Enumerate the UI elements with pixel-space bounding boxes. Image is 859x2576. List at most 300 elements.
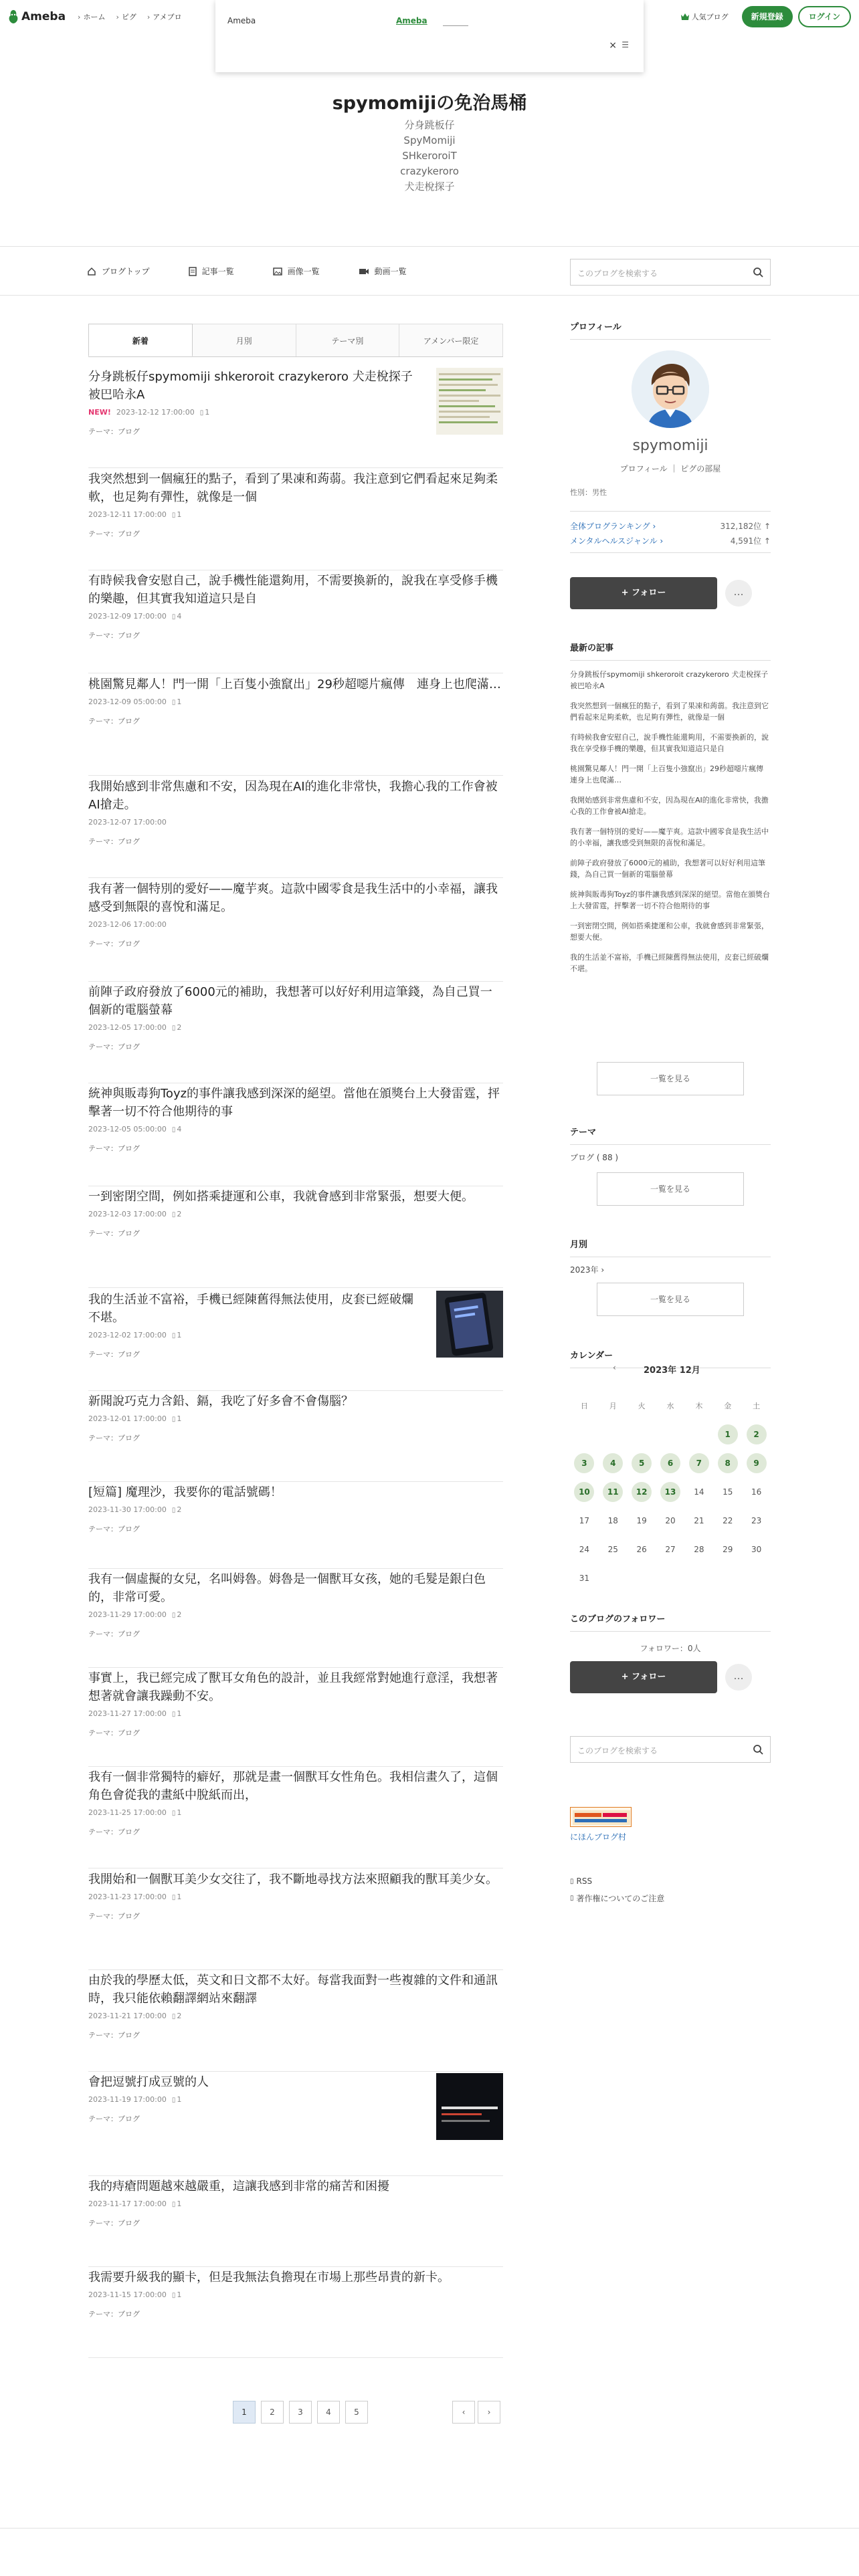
article-item — [88, 470, 503, 570]
calendar-day-posted: 2 — [747, 1424, 767, 1444]
article-meta — [88, 1023, 503, 1032]
article-title[interactable]: 事實上，我已經完成了獸耳女角色的設計，並且我經常對她進行意淫，我想著想著就會讓我躁動不安。 — [88, 1671, 498, 1703]
ameba-logo[interactable] — [8, 9, 66, 24]
article-theme[interactable]: テーマ：ブログ — [88, 2031, 140, 2040]
article-theme[interactable]: テーマ：ブログ — [88, 717, 140, 726]
blog-description — [0, 118, 859, 195]
pagination — [233, 2401, 368, 2424]
comment-count[interactable] — [172, 510, 182, 519]
rss-label: RSS — [576, 1876, 593, 1886]
page-4[interactable]: 4 — [317, 2401, 340, 2424]
article-title[interactable]: 我有一個虛擬的女兒，名叫姆魯。姆魯是一個獸耳女孩，她的毛髮是銀白色的，非常可愛。 — [88, 1572, 486, 1604]
article-meta — [88, 1610, 503, 1619]
calendar-week-row — [570, 1420, 771, 1448]
article-item — [88, 1188, 503, 1288]
rank-row-genre — [570, 535, 771, 546]
calendar-day-posted: 7 — [689, 1453, 709, 1473]
rank-genre-value: 4,591位 ↑ — [730, 536, 771, 546]
article-theme[interactable]: テーマ：ブログ — [88, 530, 140, 538]
comment-icon: ▯ — [171, 1025, 176, 1032]
article-title[interactable]: [短篇] 魔理沙，我要你的電話號碼！ — [88, 1485, 282, 1499]
calendar-weekday-row — [570, 1391, 771, 1420]
comment-icon: ▯ — [171, 2201, 176, 2208]
article-meta — [88, 2290, 503, 2299]
article-title[interactable]: 我有一個非常獨特的癖好，那就是畫一個獸耳女性角色。我相信畫久了，這個角色會從我的畫紙中脫紙而出， — [88, 1770, 498, 1802]
comment-count[interactable] — [172, 1125, 182, 1134]
article-date: 2023-12-06 17:00:00 — [88, 920, 167, 929]
calendar-day: 28 — [694, 1544, 704, 1554]
article-meta — [88, 920, 503, 929]
article-meta — [88, 1505, 503, 1514]
blog-nav — [0, 246, 859, 296]
top-nav-home[interactable]: › ホーム — [78, 11, 105, 22]
comment-count[interactable] — [172, 612, 182, 621]
overlay-divider — [443, 25, 468, 26]
article-theme[interactable]: テーマ：ブログ — [88, 1912, 140, 1921]
follow-button[interactable]: + フォロー — [570, 577, 717, 609]
overlay-link[interactable]: Ameba — [396, 16, 427, 25]
theme-item[interactable]: ブログ ( 88 ) — [570, 1153, 619, 1162]
prev-page-button[interactable]: ‹ — [452, 2401, 475, 2424]
calendar-day: 20 — [665, 1515, 676, 1525]
article-meta — [88, 612, 503, 621]
see-all-theme-button[interactable]: 一覧を見る — [597, 1172, 744, 1206]
top-nav-pigg[interactable]: › ピグ — [116, 11, 136, 22]
nav-blog-top-label: ブログトップ — [102, 267, 150, 276]
comment-count-value: 2 — [177, 1023, 182, 1032]
tab-amember[interactable]: アメンバー限定 — [399, 324, 503, 356]
comment-count[interactable] — [172, 1023, 182, 1032]
comment-count[interactable] — [172, 2012, 182, 2020]
crown-icon — [680, 13, 690, 21]
comment-count-value: 2 — [177, 1505, 182, 1514]
comment-icon: ▯ — [171, 1612, 176, 1619]
calendar-day: 23 — [751, 1515, 762, 1525]
calendar-day[interactable] — [599, 1482, 628, 1502]
nav-videos[interactable] — [359, 265, 407, 277]
article-title[interactable]: 我開始感到非常焦慮和不安，因為現在AI的進化非常快，我擔心我的工作會被AI搶走。 — [88, 780, 498, 812]
rank-overall-value: 312,182位 ↑ — [720, 522, 771, 531]
comment-icon: ▯ — [171, 1211, 176, 1218]
login-button[interactable]: ログイン — [798, 6, 851, 27]
article-meta — [88, 510, 503, 519]
recent-article-link[interactable]: 有時候我會安慰自己，說手機性能還夠用，不需要換新的，說我在享受修手機的樂趣，但其實我知道這只是自 — [570, 733, 769, 753]
nav-videos-label: 動画一覧 — [374, 267, 407, 276]
nihon-blog-link[interactable]: にほんブログ村 — [570, 1832, 627, 1842]
comment-icon: ▯ — [171, 2013, 176, 2020]
article-title[interactable]: 有時候我會安慰自己，說手機性能還夠用，不需要換新的，說我在享受修手機的樂趣，但其實我知道這只是自 — [88, 574, 498, 606]
copyright-link[interactable] — [570, 1893, 664, 1904]
footer-divider — [0, 2528, 859, 2529]
menu-icon[interactable]: ☰ — [622, 40, 629, 49]
blog-description-line: 犬走梲探子 — [404, 181, 455, 193]
article-date: 2023-11-15 17:00:00 — [88, 2290, 167, 2299]
logo-text: Ameba — [21, 10, 66, 23]
article-title[interactable]: 前陣子政府發放了6000元的補助，我想著可以好好利用這筆錢，為自己買一個新的電腦螢幕 — [88, 985, 492, 1017]
article-title[interactable]: 我有著一個特別的愛好——魔芋爽。這款中國零食是我生活中的小幸福，讓我感受到無限的喜悅和滿足。 — [88, 882, 498, 914]
article-date: 2023-11-27 17:00:00 — [88, 1709, 167, 1718]
article-title[interactable]: 我開始和一個獸耳美少女交往了，我不斷地尋找方法來照顧我的獸耳美少女。 — [88, 1872, 498, 1887]
article-item — [88, 675, 503, 776]
comment-count-value: 1 — [177, 1331, 182, 1339]
blog-search-input[interactable] — [570, 259, 771, 286]
comment-count[interactable] — [200, 408, 210, 417]
more-options-button[interactable]: … — [725, 580, 752, 607]
article-title[interactable]: 分身跳板仔spymomiji shkeroroit crazykeroro 犬走梲探子被巴哈永A — [88, 370, 413, 402]
comment-count-value: 1 — [177, 2199, 182, 2208]
article-theme[interactable]: テーマ：ブログ — [88, 1043, 140, 1051]
article-theme[interactable]: テーマ：ブログ — [88, 631, 140, 640]
blog-search-placeholder: このブログを検索する — [577, 269, 658, 278]
see-all-recent-button[interactable]: 一覧を見る — [597, 1062, 744, 1095]
ameba-logo-icon — [8, 9, 19, 24]
article-title[interactable]: 由於我的學歷太低，英文和日文都不太好。每當我面對一些複雜的文件和通訊時，我只能依賴翻譯網站來翻譯 — [88, 1973, 498, 2006]
calendar-day[interactable] — [656, 1453, 685, 1473]
comment-icon: ▯ — [171, 613, 176, 621]
article-meta — [88, 1125, 503, 1134]
calendar-day-posted: 8 — [718, 1453, 738, 1473]
profile-links[interactable]: プロフィール ｜ ピグの部屋 — [619, 464, 721, 473]
article-item — [88, 983, 503, 1083]
copyright-label: 著作権についてのご注意 — [576, 1894, 665, 1903]
calendar-weekday: 土 — [753, 1401, 761, 1410]
comment-count[interactable] — [172, 1505, 182, 1514]
article-date: 2023-12-11 17:00:00 — [88, 510, 167, 519]
month-heading: 月別 — [570, 1237, 771, 1257]
article-date: 2023-12-09 05:00:00 — [88, 697, 167, 706]
month-item[interactable]: 2023年 › — [570, 1265, 605, 1275]
calendar-week-row — [570, 1448, 771, 1477]
recent-article-link[interactable]: 我突然想到一個瘋狂的點子，看到了果凍和蒟蒻。我注意到它們看起來足夠柔軟，也足夠有彈性，就像是一個 — [570, 702, 769, 722]
more-options-button-bottom[interactable]: … — [725, 1664, 752, 1691]
new-badge: NEW! — [88, 408, 111, 417]
divider — [570, 511, 771, 512]
article-theme[interactable]: テーマ：ブログ — [88, 2219, 140, 2228]
tab-monthly[interactable]: 月別 — [193, 324, 296, 356]
article-item — [88, 2177, 503, 2267]
comment-icon: ▯ — [171, 1126, 176, 1134]
article-title[interactable]: 我突然想到一個瘋狂的點子，看到了果凍和蒟蒻。我注意到它們看起來足夠柔軟，也足夠有彈性，就像是一個 — [88, 472, 498, 504]
sidebar-search-input[interactable] — [570, 1736, 771, 1763]
comment-count-value: 1 — [177, 2095, 182, 2104]
copyright-icon: ▯ — [570, 1895, 574, 1902]
recent-articles-section — [570, 641, 771, 983]
nihon-blog-banner[interactable] — [570, 1807, 632, 1827]
divider — [570, 552, 771, 553]
calendar-day: 17 — [579, 1515, 590, 1525]
calendar-prev-button[interactable]: ‹ — [613, 1363, 616, 1372]
calendar-day: 21 — [694, 1515, 704, 1525]
nav-images[interactable] — [273, 265, 320, 277]
calendar-day-posted: 4 — [603, 1453, 623, 1473]
article-theme[interactable]: テーマ：ブログ — [88, 1525, 140, 1533]
article-item — [88, 2073, 503, 2176]
article-theme[interactable]: テーマ：ブログ — [88, 2115, 140, 2123]
recent-article-link[interactable]: 一到密閉空間，例如搭乘捷運和公車，我就會感到非常緊張，想要大便。 — [570, 922, 769, 942]
article-thumbnail[interactable] — [436, 1291, 503, 1358]
article-item — [88, 2268, 503, 2358]
month-section — [570, 1237, 771, 1275]
comment-count-value: 1 — [177, 1808, 182, 1817]
calendar-day-posted: 1 — [718, 1424, 738, 1444]
nav-images-label: 画像一覧 — [287, 267, 320, 276]
article-date: 2023-12-02 17:00:00 — [88, 1331, 167, 1339]
follow-button-bottom[interactable]: + フォロー — [570, 1661, 717, 1693]
comment-icon: ▯ — [171, 1416, 176, 1423]
calendar-month: 2023年 12月 — [644, 1366, 700, 1376]
recent-article-link[interactable]: 統神與販毒狗Toyz的事件讓我感到深深的絕望。當他在頒獎台上大發雷霆，抨擊著一切不符合他期待的事 — [570, 890, 770, 910]
comment-count[interactable] — [172, 1610, 182, 1619]
article-title[interactable]: 一到密閉空間，例如搭乘捷運和公車，我就會感到非常緊張，想要大便。 — [88, 1190, 474, 1204]
calendar-heading: カレンダー — [570, 1348, 771, 1368]
comment-icon: ▯ — [171, 1711, 176, 1718]
profile-gender: 性別：男性 — [570, 488, 607, 497]
comment-count-value: 1 — [177, 1414, 182, 1423]
article-title[interactable]: 新聞說巧克力含鉛、鎘，我吃了好多會不會傷腦？ — [88, 1394, 353, 1408]
page-1[interactable]: 1 — [233, 2401, 256, 2424]
article-item — [88, 1483, 503, 1569]
rss-icon: ▯ — [570, 1877, 574, 1885]
comment-count[interactable] — [172, 1414, 182, 1423]
recent-article-link[interactable]: 桃園驚見鄰人！門一開「上百隻小強竄出」29秒超噁片瘋傳 連身上也爬滿… — [570, 764, 771, 784]
calendar-day-posted: 11 — [603, 1482, 623, 1502]
see-all-month-button[interactable]: 一覧を見る — [597, 1283, 744, 1316]
followers-section — [570, 1612, 771, 1699]
signup-button[interactable]: 新規登録 — [742, 6, 793, 27]
comment-count-value: 1 — [205, 408, 210, 417]
search-icon[interactable] — [753, 267, 763, 278]
calendar-grid — [570, 1391, 771, 1592]
calendar-day: 25 — [607, 1544, 618, 1554]
tab-theme[interactable]: テーマ別 — [296, 324, 400, 356]
calendar-day-posted: 12 — [632, 1482, 652, 1502]
article-item — [88, 880, 503, 982]
calendar-week-row — [570, 1564, 771, 1592]
calendar-week-row — [570, 1506, 771, 1535]
page-2[interactable]: 2 — [261, 2401, 284, 2424]
article-item — [88, 368, 503, 468]
nav-articles[interactable] — [189, 265, 234, 277]
search-icon[interactable] — [753, 1744, 763, 1755]
article-meta — [88, 2012, 503, 2020]
rank-genre-link[interactable]: メンタルヘルスジャンル › — [570, 536, 664, 546]
comment-icon: ▯ — [171, 699, 176, 706]
calendar-weekday: 月 — [609, 1401, 617, 1410]
pager-arrows — [452, 2401, 500, 2424]
calendar-week-row — [570, 1535, 771, 1564]
article-theme[interactable]: テーマ：ブログ — [88, 1828, 140, 1836]
article-theme[interactable]: テーマ：ブログ — [88, 1350, 140, 1359]
blog-title[interactable]: spymomijiの免治馬桶 — [332, 93, 527, 114]
theme-heading: テーマ — [570, 1125, 771, 1145]
comment-count-value: 4 — [177, 612, 182, 621]
comment-icon: ▯ — [171, 1332, 176, 1339]
article-title[interactable]: 我的生活並不富裕，手機已經陳舊得無法使用，皮套已經破爛不堪。 — [88, 1293, 413, 1325]
article-item — [88, 1669, 503, 1767]
article-title[interactable]: 我需要升級我的顯卡，但是我無法負擔現在市場上那些昂貴的新卡。 — [88, 2270, 450, 2284]
page-5[interactable]: 5 — [345, 2401, 368, 2424]
article-theme[interactable]: テーマ：ブログ — [88, 1229, 140, 1238]
calendar-day[interactable] — [684, 1453, 713, 1473]
calendar-day[interactable] — [742, 1424, 771, 1444]
article-date: 2023-12-12 17:00:00 — [116, 408, 195, 417]
top-right — [680, 6, 851, 27]
avatar-image — [632, 350, 709, 428]
calendar-day-posted: 3 — [574, 1453, 594, 1473]
document-icon — [189, 267, 197, 276]
calendar-week-row — [570, 1477, 771, 1506]
calendar-day-posted: 6 — [660, 1453, 680, 1473]
calendar-day[interactable] — [713, 1424, 742, 1444]
article-thumbnail[interactable] — [436, 368, 503, 435]
article-theme[interactable]: テーマ：ブログ — [88, 837, 140, 846]
comment-icon: ▯ — [171, 2097, 176, 2104]
article-thumbnail[interactable] — [436, 2073, 503, 2140]
calendar-weekday: 木 — [695, 1401, 703, 1410]
comment-count-value: 1 — [177, 697, 182, 706]
calendar-day: 16 — [751, 1487, 762, 1497]
next-page-button[interactable]: › — [478, 2401, 500, 2424]
article-title[interactable]: 會把逗號打成豆號的人 — [88, 2075, 209, 2089]
avatar[interactable] — [632, 350, 709, 428]
rank-overall-link[interactable]: 全体ブログランキング › — [570, 522, 656, 531]
comment-count-value: 1 — [177, 510, 182, 519]
calendar-day: 14 — [694, 1487, 704, 1497]
article-meta — [88, 1709, 503, 1718]
calendar-day[interactable] — [713, 1453, 742, 1473]
calendar-day: 30 — [751, 1544, 762, 1554]
recent-heading: 最新の記事 — [570, 641, 771, 661]
calendar-weekday: 水 — [666, 1401, 674, 1410]
article-theme[interactable]: テーマ：ブログ — [88, 2310, 140, 2319]
article-meta — [88, 1893, 503, 1901]
comment-icon: ▯ — [171, 2292, 176, 2299]
article-item — [88, 1971, 503, 2072]
image-icon — [273, 267, 282, 276]
sidebar-search-placeholder: このブログを検索する — [577, 1746, 658, 1755]
calendar-day: 27 — [665, 1544, 676, 1554]
comment-count-value: 1 — [177, 1709, 182, 1718]
calendar-day: 31 — [579, 1573, 590, 1583]
calendar-day-posted: 9 — [747, 1453, 767, 1473]
calendar-day-posted: 10 — [574, 1482, 594, 1502]
comment-count-value: 1 — [177, 2290, 182, 2299]
recent-article-link[interactable]: 前陣子政府發放了6000元的補助，我想著可以好好利用這筆錢，為自己買一個新的電腦螢幕 — [570, 859, 765, 879]
calendar-day[interactable] — [570, 1482, 599, 1502]
article-meta — [88, 1414, 503, 1423]
rss-link[interactable] — [570, 1876, 592, 1886]
recent-list — [570, 669, 771, 974]
recent-article-link[interactable]: 分身跳板仔spymomiji shkeroroit crazykeroro 犬走梲探子被巴哈永A — [570, 670, 769, 690]
followers-count: フォロワー：0人 — [640, 1644, 701, 1653]
nav-blog-top[interactable] — [87, 265, 150, 277]
profile-name[interactable]: spymomiji — [632, 437, 708, 454]
article-theme[interactable]: テーマ：ブログ — [88, 1630, 140, 1638]
followers-heading: このブログのフォロワー — [570, 1612, 771, 1632]
calendar-day: 24 — [579, 1544, 590, 1554]
overlay-popup — [215, 0, 644, 72]
comment-icon: ▯ — [171, 512, 176, 519]
article-date: 2023-12-09 17:00:00 — [88, 612, 167, 621]
article-item — [88, 1291, 503, 1391]
calendar-day[interactable] — [628, 1482, 656, 1502]
article-item — [88, 1085, 503, 1186]
calendar-weekday: 金 — [724, 1401, 732, 1410]
article-item — [88, 572, 503, 673]
comment-count[interactable] — [172, 697, 182, 706]
comment-count[interactable] — [172, 2199, 182, 2208]
comment-count[interactable] — [172, 1331, 182, 1339]
article-theme[interactable]: テーマ：ブログ — [88, 940, 140, 948]
nav-articles-label: 記事一覧 — [201, 267, 234, 276]
calendar-day[interactable] — [628, 1453, 656, 1473]
recent-article-link[interactable]: 我有著一個特別的愛好——魔芋爽。這款中國零食是我生活中的小幸福，讓我感受到無限的喜悅和滿足。 — [570, 827, 769, 847]
comment-count[interactable] — [172, 2095, 182, 2104]
article-date: 2023-12-07 17:00:00 — [88, 818, 167, 827]
article-theme[interactable]: テーマ：ブログ — [88, 1729, 140, 1737]
article-theme[interactable]: テーマ：ブログ — [88, 1434, 140, 1442]
comment-count-value: 2 — [177, 1210, 182, 1218]
recent-article-link[interactable]: 我開始感到非常焦慮和不安，因為現在AI的進化非常快，我擔心我的工作會被AI搶走。 — [570, 796, 769, 816]
article-meta — [88, 1808, 503, 1817]
blog-description-line: crazykeroro — [400, 165, 459, 177]
comment-icon: ▯ — [171, 1894, 176, 1901]
close-icon[interactable]: × — [609, 40, 617, 51]
calendar-day: 18 — [607, 1515, 618, 1525]
calendar-day[interactable] — [742, 1453, 771, 1473]
video-icon — [359, 267, 369, 276]
article-date: 2023-11-23 17:00:00 — [88, 1893, 167, 1901]
article-meta — [88, 697, 503, 706]
comment-count[interactable] — [172, 1808, 182, 1817]
article-date: 2023-11-21 17:00:00 — [88, 2012, 167, 2020]
article-theme[interactable]: テーマ：ブログ — [88, 1144, 140, 1153]
comment-count-value: 1 — [177, 1893, 182, 1901]
comment-count[interactable] — [172, 2290, 182, 2299]
top-nav — [78, 11, 182, 22]
article-date: 2023-11-29 17:00:00 — [88, 1610, 167, 1619]
article-date: 2023-11-25 17:00:00 — [88, 1808, 167, 1817]
calendar-day-posted: 13 — [660, 1482, 680, 1502]
top-nav-ameblo[interactable]: › アメブロ — [147, 11, 182, 22]
page-3[interactable]: 3 — [289, 2401, 312, 2424]
recent-article-link[interactable]: 我的生活並不富裕，手機已經陳舊得無法使用，皮套已經破爛不堪。 — [570, 953, 769, 973]
article-theme[interactable]: テーマ：ブログ — [88, 427, 140, 436]
popular-blog-link[interactable] — [680, 11, 729, 22]
comment-count[interactable] — [172, 1893, 182, 1901]
comment-icon: ▯ — [171, 1507, 176, 1514]
calendar-day[interactable] — [599, 1453, 628, 1473]
overlay-label: Ameba — [227, 16, 256, 25]
home-icon — [87, 267, 96, 276]
calendar-day[interactable] — [570, 1453, 599, 1473]
blog-description-line: SpyMomiji — [403, 134, 456, 146]
calendar-day: 22 — [723, 1515, 733, 1525]
calendar-day: 26 — [636, 1544, 647, 1554]
article-title[interactable]: 桃園驚見鄰人！門一開「上百隻小強竄出」29秒超噁片瘋傳 連身上也爬滿… — [88, 677, 501, 691]
calendar-day[interactable] — [656, 1482, 685, 1502]
tab-new[interactable]: 新着 — [88, 324, 193, 356]
theme-section — [570, 1125, 771, 1163]
comment-icon: ▯ — [199, 409, 204, 417]
article-item — [88, 778, 503, 878]
comment-count[interactable] — [172, 1210, 182, 1218]
calendar-day: 29 — [723, 1544, 733, 1554]
calendar-day: 19 — [636, 1515, 647, 1525]
article-title[interactable]: 我的痔瘡問題越來越嚴重，這讓我感到非常的痛苦和困擾 — [88, 2179, 389, 2193]
comment-count[interactable] — [172, 1709, 182, 1718]
article-title[interactable]: 統神與販毒狗Toyz的事件讓我感到深深的絕望。當他在頒獎台上大發雷霆，抨擊著一切不符合他期待的事 — [88, 1087, 500, 1119]
